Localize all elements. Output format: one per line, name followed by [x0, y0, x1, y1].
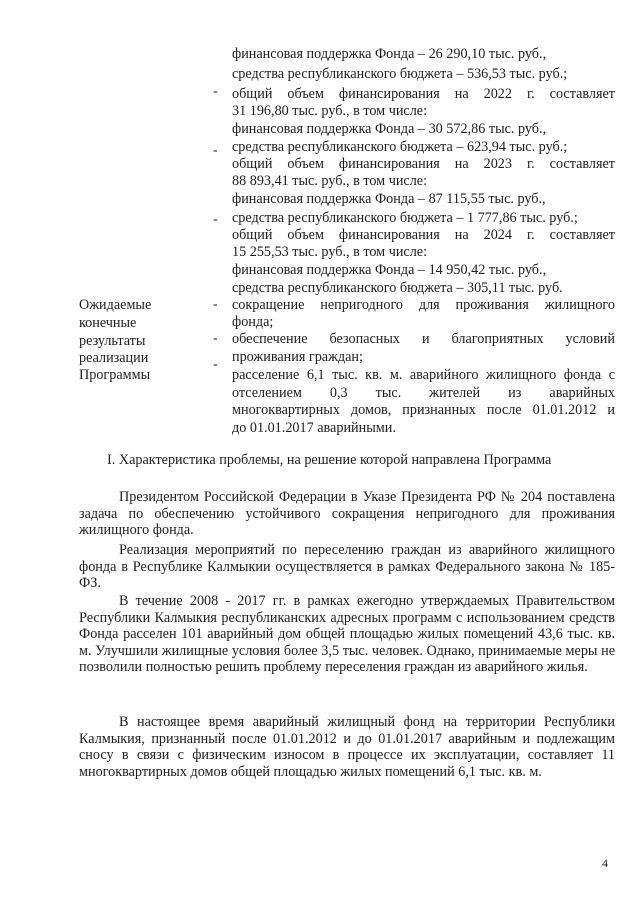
- finance-line: финансовая поддержка Фонда – 26 290,10 тыс. руб.,: [232, 46, 547, 62]
- finance-line: финансовая поддержка Фонда – 14 950,42 тыс. руб.,: [232, 262, 547, 278]
- page-number: 4: [602, 856, 608, 870]
- finance-line: средства республиканского бюджета – 1 777,86 тыс. руб.;: [232, 210, 578, 226]
- results-label-line: конечные: [79, 315, 137, 331]
- results-label-line: Ожидаемые: [79, 297, 152, 313]
- finance-line: средства республиканского бюджета – 536,53 тыс. руб.;: [232, 66, 568, 82]
- list-dash: -: [213, 212, 218, 227]
- finance-line: финансовая поддержка Фонда – 30 572,86 тыс. руб.,: [232, 121, 547, 137]
- results-label-line: реализации: [79, 350, 149, 366]
- results-line: многоквартирных домов, признанных после 01.01.2012 и: [232, 402, 615, 418]
- finance-line: 31 196,80 тыс. руб., в том числе:: [232, 103, 428, 119]
- results-line: расселение 6,1 тыс. кв. м. аварийного жилищного фонда с: [232, 367, 615, 383]
- results-line: сокращение непригодного для проживания жилищного: [232, 297, 615, 313]
- finance-line: общий объем финансирования на 2022 г. составляет: [232, 86, 615, 102]
- results-line: проживания граждан;: [232, 349, 363, 365]
- results-line: до 01.01.2017 аварийными.: [232, 420, 396, 436]
- body-paragraph: Президентом Российской Федерации в Указе Президента РФ № 204 поставлена задача по обеспечению устойчивого сокращения непригодного для проживания жилищного фонда.: [79, 489, 615, 538]
- finance-line: средства республиканского бюджета – 623,94 тыс. руб.;: [232, 139, 568, 155]
- list-dash: -: [213, 357, 218, 372]
- results-line: фонда;: [232, 314, 274, 330]
- section-heading: I. Характеристика проблемы, на решение которой направлена Программа: [107, 452, 552, 468]
- results-label-line: результаты: [79, 333, 146, 349]
- finance-line: средства республиканского бюджета – 305,11 тыс. руб.: [232, 280, 563, 296]
- list-dash: -: [213, 297, 218, 312]
- results-label-line: Программы: [79, 367, 151, 383]
- results-line: обеспечение безопасных и благоприятных условий: [232, 331, 615, 347]
- list-dash: -: [213, 143, 218, 158]
- body-paragraph: Реализация мероприятий по переселению граждан из аварийного жилищного фонда в Республике Калмыкии осуществляется в рамках Федерального закона № 185-ФЗ.: [79, 542, 615, 591]
- finance-line: общий объем финансирования на 2023 г. составляет: [232, 156, 615, 172]
- finance-line: финансовая поддержка Фонда – 87 115,55 тыс. руб.,: [232, 191, 546, 207]
- finance-line: 88 893,41 тыс. руб., в том числе:: [232, 173, 428, 189]
- results-line: отселением 0,3 тыс. жителей из аварийных: [232, 385, 615, 401]
- body-paragraph: В настоящее время аварийный жилищный фонд на территории Республики Калмыкия, признанный после 01.01.2012 и до 01.01.2017 аварийным и подлежащим сносу в связи с физическим износом в процессе их эксплуатации, составляет 11 многоквартирных домов общей площадью жилых помещений 6,1 тыс. кв. м.: [79, 714, 615, 780]
- finance-line: общий объем финансирования на 2024 г. составляет: [232, 227, 615, 243]
- list-dash: -: [213, 84, 218, 99]
- finance-line: 15 255,53 тыс. руб., в том числе:: [232, 244, 428, 260]
- list-dash: -: [213, 331, 218, 346]
- body-paragraph: В течение 2008 - 2017 гг. в рамках ежегодно утверждаемых Правительством Республики Калмыкия республиканских адресных программ с использованием средств Фонда расселен 101 аварийный дом общей площадью жилых помещений 43,6 тыс. кв. м. Улучшили жилищные условия более 3,5 тыс. человек. Однако, принимаемые меры не позволили полностью решить проблему переселения граждан из аварийного жилья.: [79, 593, 615, 675]
